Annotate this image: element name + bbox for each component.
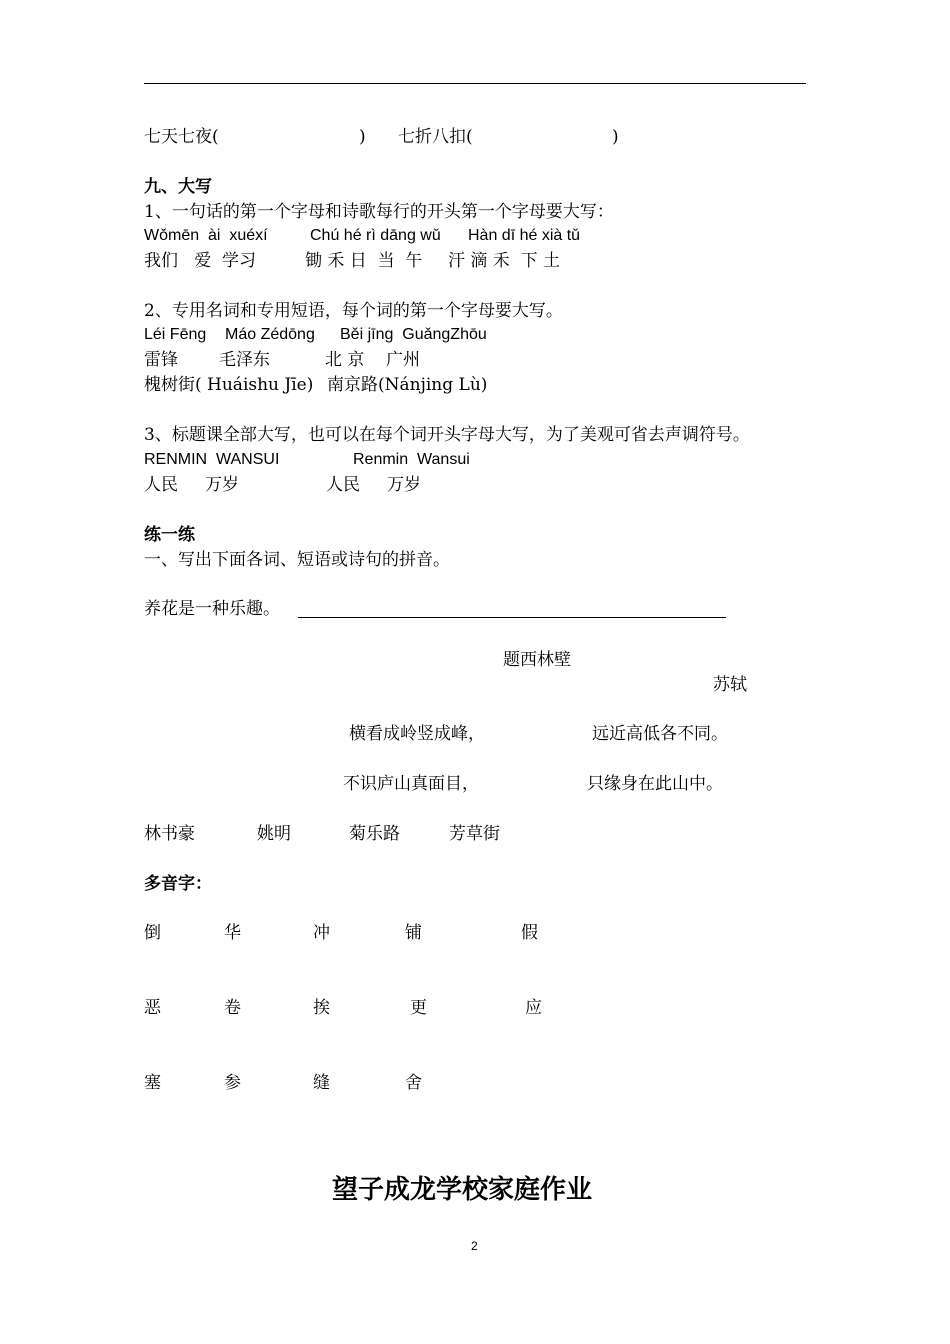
word-2: 姚明	[257, 824, 291, 844]
practice-task-1: 一、写出下面各词、短语或诗句的拼音。	[144, 550, 450, 570]
polyphone-char: 恶	[144, 998, 161, 1018]
example-2-street-b: 南京路(Nánjing Lù)	[327, 375, 488, 395]
word-4: 芳草街	[449, 824, 500, 844]
example-1-pinyin-a: Wǒmēn ài xuéxí	[144, 227, 268, 244]
example-3-caps-a: RENMIN WANSUI	[144, 451, 280, 468]
example-2-pinyin-c: Běi jīng GuǎngZhōu	[340, 326, 487, 343]
rule-1: 1、一句话的第一个字母和诗歌每行的开头第一个字母要大写：	[144, 202, 614, 222]
practice-sentence: 养花是一种乐趣。	[144, 599, 280, 619]
school-title: 望子成龙学校家庭作业	[332, 1175, 593, 1205]
idiom-qizhebakou: 七折八扣(	[398, 127, 473, 147]
header-rule	[144, 83, 806, 84]
example-1-pinyin-c: Hàn dī hé xià tǔ	[468, 227, 581, 244]
paren-close-1: )	[359, 127, 366, 147]
example-2-pinyin-a: Léi Fēng	[144, 326, 207, 343]
paren-close-2: )	[612, 127, 619, 147]
page-number: 2	[471, 1239, 478, 1253]
poem-line-2b: 只缘身在此山中。	[587, 774, 723, 794]
poem-line-2a: 不识庐山真面目，	[343, 774, 479, 794]
polyphones-heading: 多音字：	[144, 874, 212, 894]
answer-blank-line	[298, 617, 726, 618]
rule-2: 2、专用名词和专用短语，每个词的第一个字母要大写。	[144, 301, 563, 321]
example-2-pinyin-b: Máo Zédōng	[225, 326, 315, 343]
practice-heading: 练一练	[144, 525, 195, 545]
example-1-hanzi-b: 锄 禾 日 当 午	[305, 251, 423, 271]
polyphone-char: 假	[521, 923, 538, 943]
polyphone-char: 参	[224, 1073, 241, 1093]
example-2-hanzi-c: 北 京 广州	[325, 350, 421, 370]
example-1-hanzi-c: 汗 滴 禾 下 土	[448, 251, 561, 271]
example-3-caps-b: Renmin Wansui	[353, 451, 470, 468]
section-heading-capitalization: 九、大写	[144, 177, 212, 197]
polyphone-char: 应	[525, 998, 542, 1018]
polyphone-char: 卷	[224, 998, 241, 1018]
poem-line-1a: 横看成岭竖成峰，	[349, 724, 485, 744]
example-1-pinyin-b: Chú hé rì dāng wǔ	[310, 227, 441, 244]
polyphone-char: 舍	[405, 1073, 422, 1093]
polyphone-char: 塞	[144, 1073, 161, 1093]
polyphone-char: 华	[224, 923, 241, 943]
example-1-hanzi-a: 我们 爱 学习	[144, 251, 257, 271]
example-2-hanzi-b: 毛泽东	[219, 350, 270, 370]
poem-line-1b: 远近高低各不同。	[592, 724, 728, 744]
poem-author: 苏轼	[713, 675, 747, 695]
word-3: 菊乐路	[349, 824, 400, 844]
idiom-qitianqiye: 七天七夜(	[144, 127, 219, 147]
word-1: 林书豪	[144, 824, 195, 844]
example-2-hanzi-a: 雷锋	[144, 350, 178, 370]
polyphone-char: 铺	[405, 923, 422, 943]
polyphone-char: 挨	[313, 998, 330, 1018]
example-3-hanzi-b: 人民 万岁	[326, 475, 422, 495]
poem-title: 题西林壁	[503, 650, 571, 670]
polyphone-char: 倒	[144, 923, 161, 943]
example-2-street-a: 槐树街( Huáishu Jīe)	[144, 375, 314, 395]
rule-3: 3、标题课全部大写，也可以在每个词开头字母大写，为了美观可省去声调符号。	[144, 425, 750, 445]
example-3-hanzi-a: 人民 万岁	[144, 475, 240, 495]
polyphone-char: 冲	[313, 923, 330, 943]
polyphone-char: 缝	[313, 1073, 330, 1093]
polyphone-char: 更	[410, 998, 427, 1018]
